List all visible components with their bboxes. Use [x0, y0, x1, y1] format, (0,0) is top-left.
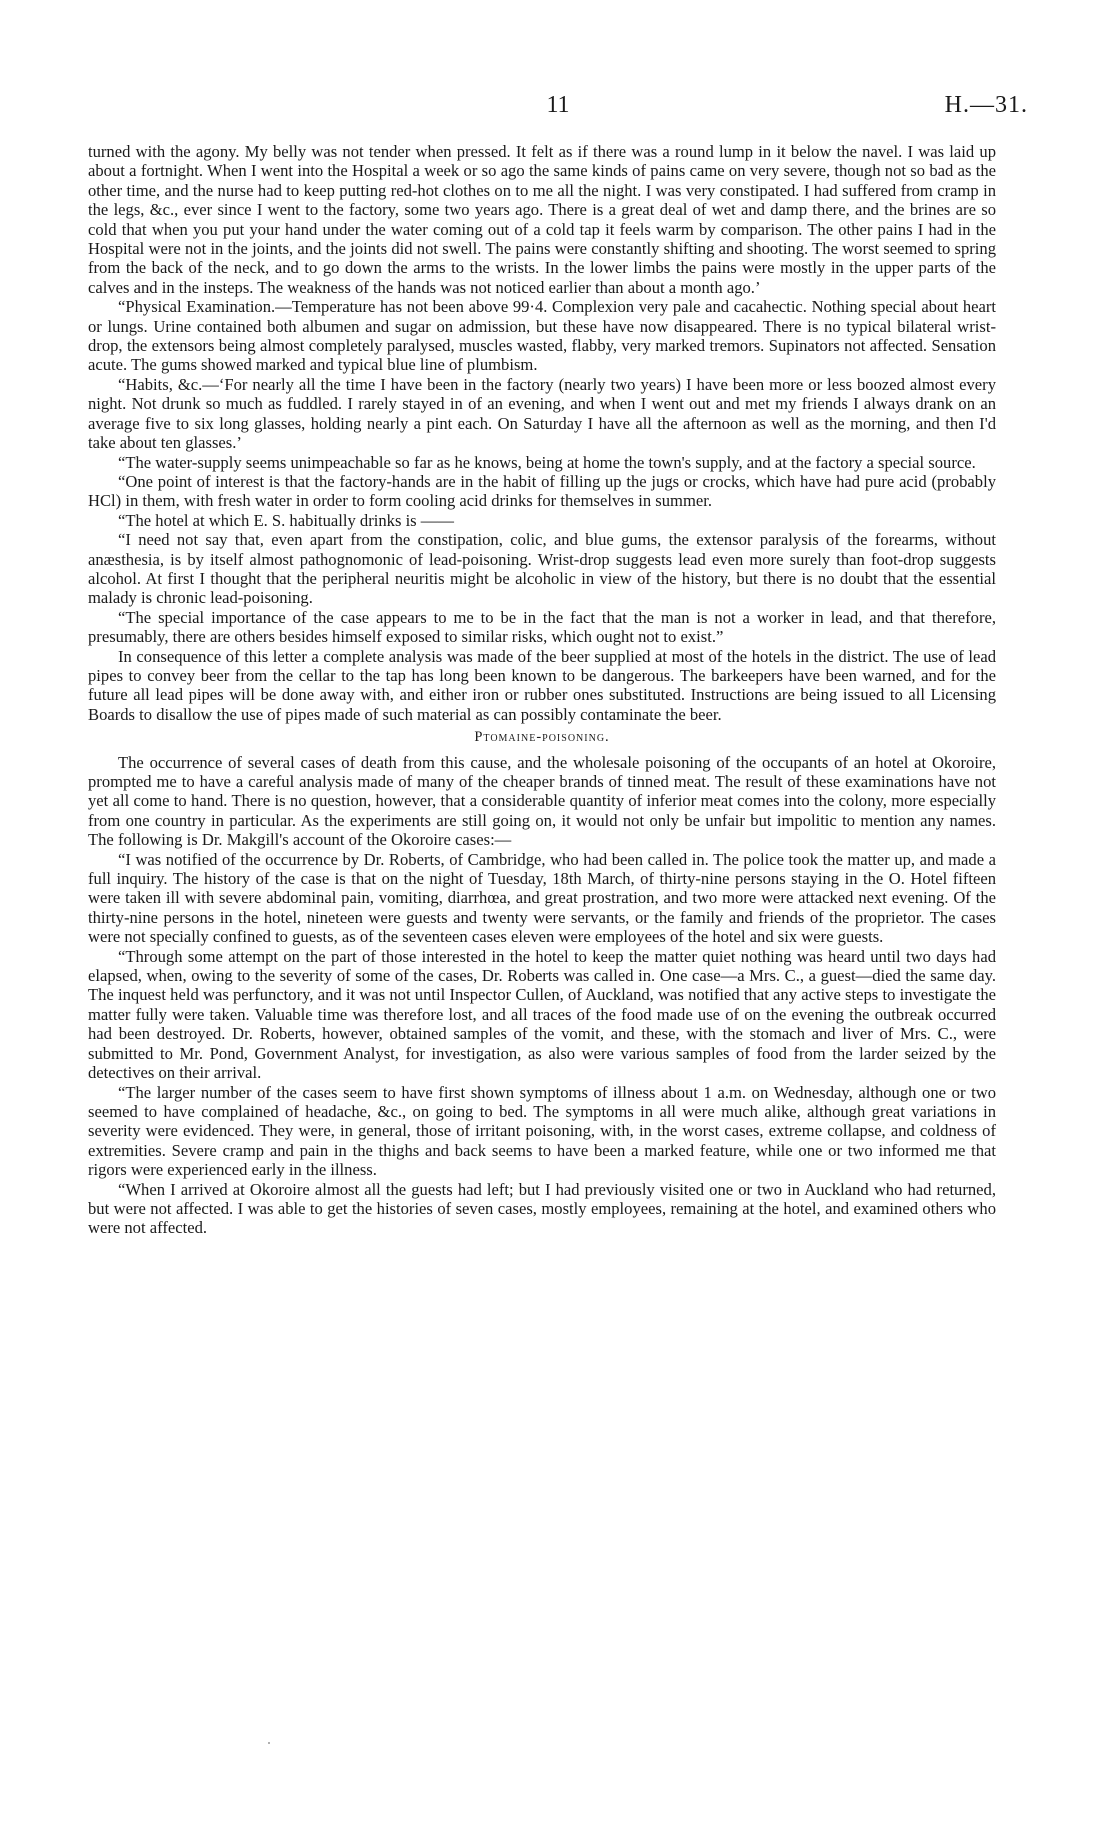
paragraph: “Through some attempt on the part of those interested in the hotel to keep the matter quiet nothing was heard until two days had elapsed, when, owing to the severity of some of the cases, Dr. Roberts was called in. One case—a Mrs. C., a guest—died the same day. The inquest held was perfunctory, and it was not until Inspector Cullen, of Auckland, was notified that any active steps to investigate the matter fully were taken. Valuable time was therefore lost, and all traces of the food made use of on the evening the outbreak occurred had been destroyed. Dr. Roberts, however, obtained samples of the vomit, and these, with the stomach and liver of Mrs. C., were submitted to Mr. Pond, Government Analyst, for investigation, as also were various samples of food from the larder seized by the detectives on their arrival.	[88, 946, 996, 1083]
paragraph: “One point of interest is that the factory-hands are in the habit of filling up the jugs or crocks, which have had pure acid (probably HCl) in them, with fresh water in order to form cooling acid drinks for themselves in summer.	[88, 471, 996, 511]
paragraph: turned with the agony. My belly was not tender when pressed. It felt as if there was a round lump in it below the navel. I was laid up about a fortnight. When I went into the Hospital a week or so ago the same kinds of pains came on very severe, though not so bad as the other time, and the nurse had to keep putting red-hot clothes on to me all the night. I was very constipated. I had suffered from cramp in the legs, &c., ever since I went to the factory, some two years ago. There is a great deal of wet and damp there, and the brines are so cold that when you put your hand under the water coming out of a cold tap it feels warm by comparison. The other pains I had in the Hospital were not in the joints, and the joints did not swell. The pains were constantly shifting and shooting. The worst seemed to spring from the back of the neck, and to go down the arms to the wrists. In the lower limbs the pains were mostly in the upper parts of the calves and in the insteps. The weakness of the hands was not noticed earlier than about a month ago.’	[88, 142, 996, 297]
paragraph: “When I arrived at Okoroire almost all the guests had left; but I had previously visited one or two in Auckland who had returned, but were not affected. I was able to get the histories of seven cases, mostly employees, remaining at the hotel, and examined others who were not affected.	[88, 1179, 996, 1238]
paragraph: “Physical Examination.—Temperature has not been above 99·4. Complexion very pale and cacahectic. Nothing special about heart or lungs. Urine contained both albumen and sugar on admission, but these have now disappeared. There is no typical bilateral wrist-drop, the extensors being almost completely paralysed, muscles wasted, flabby, very marked tremors. Supinators not affected. Sensation acute. The gums showed marked and typical blue line of plumbism.	[88, 297, 996, 375]
paragraph: “I was notified of the occurrence by Dr. Roberts, of Cambridge, who had been called in. The police took the matter up, and made a full inquiry. The history of the case is that on the night of Tuesday, 18th March, of thirty-nine persons staying in the O. Hotel fifteen were taken ill with severe abdominal pain, vomiting, diarrhœa, and great prostration, and two more were attacked next evening. Of the thirty-nine persons in the hotel, nineteen were guests and twenty were servants, or the family and friends of the proprietor. The cases were not specially confined to guests, as of the seventeen cases eleven were employees of the hotel and six were guests.	[88, 849, 996, 947]
page-header	[88, 92, 1028, 122]
scan-speck	[268, 1742, 270, 1744]
paragraph: The occurrence of several cases of death from this cause, and the wholesale poisoning of the occupants of an hotel at Okoroire, prompted me to have a careful analysis made of many of the cheaper brands of tinned meat. The result of these examinations have not yet all come to hand. There is no question, however, that a considerable quantity of inferior meat comes into the colony, more especially from one country in particular. As the experiments are still going on, it would not only be unfair but impolitic to mention any names. The following is Dr. Makgill's account of the Okoroire cases:—	[88, 752, 996, 850]
paragraph: “The special importance of the case appears to me to be in the fact that the man is not a worker in lead, and that therefore, presumably, there are others besides himself exposed to similar risks, which ought not to exist.”	[88, 607, 996, 647]
paragraph: “The larger number of the cases seem to have first shown symptoms of illness about 1 a.m. on Wednesday, although one or two seemed to have complained of headache, &c., on going to bed. The symptoms in all were much alike, although great variations in severity were evidenced. They were, in general, those of irritant poisoning, with, in the worst cases, extreme collapse, and coldness of extremities. Severe cramp and pain in the thighs and back seems to have been a marked feature, while one or two informed me that rigors were experienced early in the illness.	[88, 1082, 996, 1180]
paragraph: In consequence of this letter a complete analysis was made of the beer supplied at most of the hotels in the district. The use of lead pipes to convey beer from the cellar to the tap has long been known to be dangerous. The barkeepers have been warned, and for the future all lead pipes will be done away with, and either iron or rubber ones substituted. Instructions are being issued to all Licensing Boards to disallow the use of pipes made of such material as can possibly contaminate the beer.	[88, 646, 996, 724]
paragraph: “I need not say that, even apart from the constipation, colic, and blue gums, the extensor paralysis of the forearms, without anæsthesia, is by itself almost pathognomonic of lead-poisoning. Wrist-drop suggests lead even more surely than foot-drop suggests alcohol. At first I thought that the peripheral neuritis might be alcoholic in view of the history, but there is no doubt that the essential malady is chronic lead-poisoning.	[88, 530, 996, 608]
paragraph: “The water-supply seems unimpeachable so far as he knows, being at home the town's supply, and at the factory a special source.	[118, 452, 976, 472]
page-number: 11	[546, 92, 570, 118]
body-text	[88, 142, 996, 1238]
section-heading: Ptomaine-poisoning.	[474, 729, 610, 746]
document-reference: H.—31.	[944, 92, 1028, 118]
paragraph: “The hotel at which E. S. habitually drinks is ——	[118, 510, 454, 530]
paragraph: “Habits, &c.—‘For nearly all the time I have been in the factory (nearly two years) I have been more or less boozed almost every night. Not drunk so much as fuddled. I rarely stayed in of an evening, and when I went out and met my friends I always drank on an average five to six long glasses, holding nearly a pint each. On Saturday I have all the afternoon as well as the morning, and then I'd take about ten glasses.’	[88, 374, 996, 453]
